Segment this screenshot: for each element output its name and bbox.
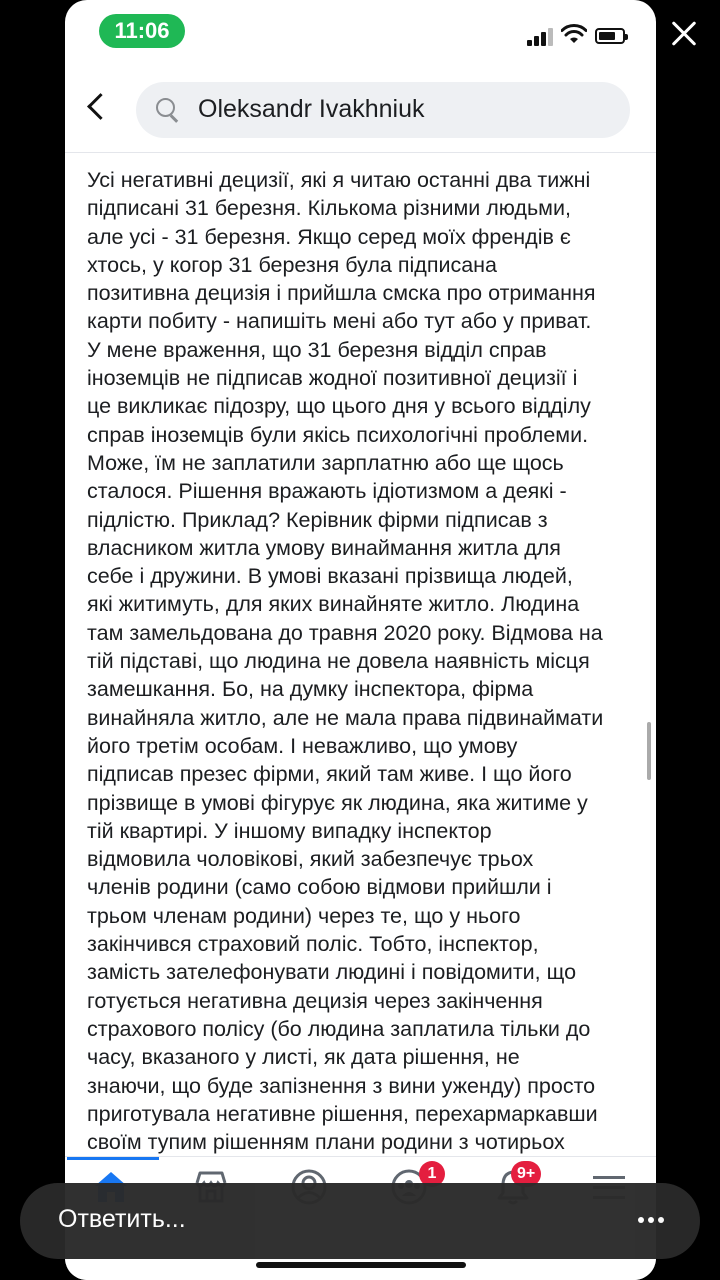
active-tab-indicator	[67, 1157, 159, 1160]
search-icon	[156, 98, 180, 122]
groups-badge: 1	[419, 1161, 445, 1187]
scrollbar[interactable]	[647, 722, 651, 780]
reply-bar[interactable]	[20, 1183, 700, 1259]
home-indicator	[256, 1262, 466, 1268]
cellular-signal-icon	[527, 28, 553, 46]
wifi-icon	[561, 24, 587, 46]
battery-icon	[595, 28, 625, 44]
reply-input[interactable]: Ответить...	[58, 1205, 186, 1233]
post-text: Усі негативні децизії, які я читаю останні два тижні підписані 31 березня. Кількома різними людьми, але усі - 31 березня. Якщо серед моїх френдів є хтось, у когор 31 березня була підписана позитивна децизія і прийшла смска про отримання карти побиту - напишіть мені або тут або у приват. У мене враження, що 31 березня відділ справ іноземців не підписав жодної позитивної децизії і це викликає підозру, що цього дня у всього відділу справ іноземців були якісь психологічні проблеми. Може, їм не заплатили зарплатню або ще щось сталося. Рішення вражають ідіотизмом а деякі - підлістю. Приклад? Керівник фірми підписав з власником житла умову винаймання житла для себе і дружини. В умові вказані прізвища людей, які житимуть, для яких винайняте житло. Людина там замельдована до травня 2020 року. Відмова на тій підставі, що людина не довела наявність місця замешкання. Бо, на думку інспектора, фірма винайняла житло, але не мала права підвинаймати його третім особам. І неважливо, що умову підписав презес фірми, який там живе. І що його прізвище в умові фігурує як людина, яка житиме у тій квартирі. У іншому випадку інспектор відмовила чоловікові, який забезпечує трьох членів родини (само собою відмови прийшли і трьом членам родини) через те, що у нього закінчився страховий поліс. Тобто, інспектор, замість зателефонувати людині і повідомити, що готується негативна децизія через закінчення страхового полісу (бо людина заплатила тільки до часу, вказаного у листі, як дата рішення, не знаючи, що буде запізнення з вини уженду) просто приготувала негативне рішення, перехармаркавши своїм тупим рішенням плани родини з чотирьох	[87, 168, 604, 1155]
post-body	[65, 152, 656, 1156]
back-arrow-icon[interactable]	[83, 92, 111, 122]
status-time: 11:06	[99, 14, 185, 48]
close-icon[interactable]	[664, 14, 704, 54]
notifications-badge: 9+	[511, 1161, 541, 1187]
search-header	[65, 64, 656, 148]
more-options-icon[interactable]	[638, 1217, 666, 1225]
phone-screen	[65, 0, 656, 1280]
status-bar	[65, 0, 656, 64]
search-query: Oleksandr Ivakhniuk	[198, 95, 425, 123]
search-input[interactable]	[136, 82, 630, 138]
